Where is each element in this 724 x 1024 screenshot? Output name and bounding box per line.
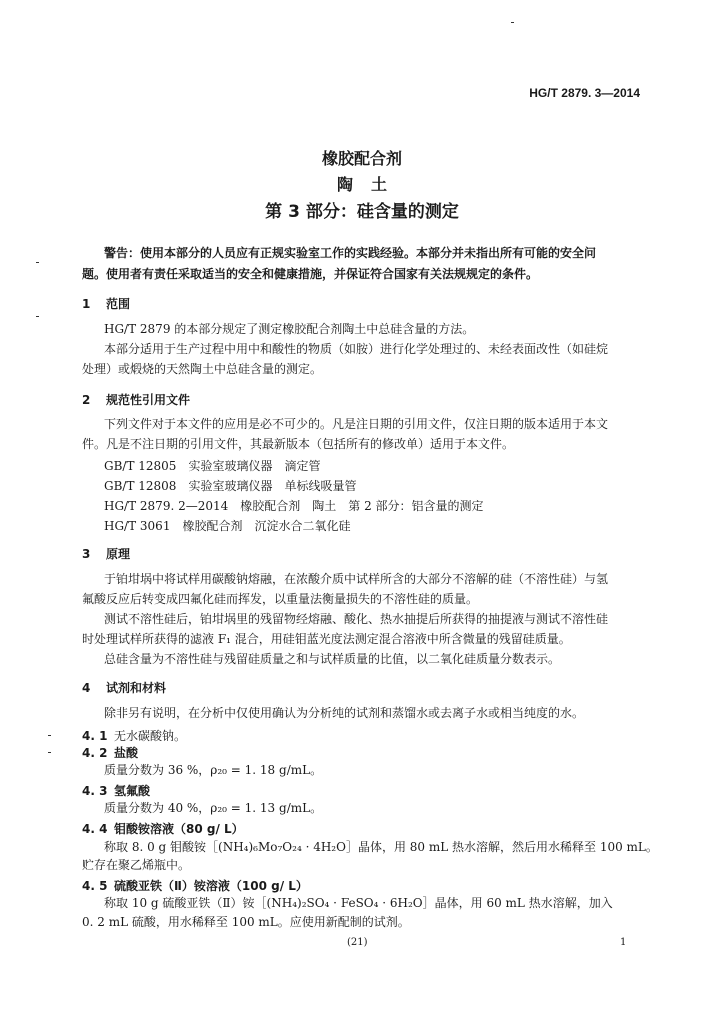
section-number: 4 xyxy=(82,681,91,695)
clause-body: 质量分数为 40 %，ρ₂₀ = 1. 13 g/mL。 xyxy=(104,801,323,815)
scan-speck xyxy=(48,735,51,736)
reference-item xyxy=(104,457,332,474)
reference-title: 实验室玻璃仪器 单标线吸量管 xyxy=(188,479,357,493)
clause-number: 4. 3 xyxy=(82,784,108,798)
section-1-heading xyxy=(82,295,130,312)
reference-title: 橡胶配合剂 陶土 第 2 部分：铝含量的测定 xyxy=(240,499,484,513)
scan-speck xyxy=(511,22,514,23)
reference-title: 橡胶配合剂 沉淀水合二氧化硅 xyxy=(182,519,351,533)
clause-4-4 xyxy=(82,820,244,837)
standard-number: HG/T 2879. 3—2014 xyxy=(529,86,640,100)
clause-number: 4. 4 xyxy=(82,822,108,836)
section-title: 试剂和材料 xyxy=(106,681,167,695)
warning-line-2: 题。使用者有责任采取适当的安全和健康措施，并保证符合国家有关法规规定的条件。 xyxy=(82,267,539,281)
title-line-2: 陶土 xyxy=(336,175,405,194)
clause-title: 氢氟酸 xyxy=(114,784,151,798)
clause-4-5 xyxy=(82,877,308,894)
title-line-3: 第 3 部分：硅含量的测定 xyxy=(265,202,459,222)
s1-paragraph: 本部分适用于生产过程中用中和酸性的物质（如胺）进行化学处理过的、未经表面改性（如硅烷 xyxy=(104,342,609,356)
s2-paragraph: 件。凡是不注日期的引用文件，其最新版本（包括所有的修改单）适用于本文件。 xyxy=(82,437,515,451)
reference-code: GB/T 12805 xyxy=(104,459,177,473)
s1-paragraph: 处理）或煅烧的天然陶土中总硅含量的测定。 xyxy=(82,362,323,376)
s3-paragraph: 时处理试样所获得的滤液 F₁ 混合，用硅钼蓝光度法测定混合溶液中所含微量的残留硅质量。 xyxy=(82,632,571,646)
clause-4-3 xyxy=(82,782,150,799)
section-title: 原理 xyxy=(106,547,131,561)
s3-paragraph: 于铂坩埚中将试样用碳酸钠熔融，在浓酸介质中试样所含的大部分不溶解的硅（不溶性硅）与氢 xyxy=(104,572,609,586)
reference-code: HG/T 2879. 2—2014 xyxy=(104,499,229,513)
section-2-heading xyxy=(82,391,190,408)
section-4-heading xyxy=(82,679,166,696)
scan-speck xyxy=(36,316,39,317)
clause-text: 无水碳酸钠。 xyxy=(114,729,187,743)
section-3-heading xyxy=(82,545,130,562)
section-number: 1 xyxy=(82,297,91,311)
clause-body: 0. 2 mL 硫酸，用水稀释至 100 mL。应使用新配制的试剂。 xyxy=(82,915,410,929)
s1-paragraph: HG/T 2879 的本部分规定了测定橡胶配合剂陶土中总硅含量的方法。 xyxy=(104,322,475,336)
clause-body: 称取 8. 0 g 钼酸铵［(NH₄)₆Mo₇O₂₄ · 4H₂O］晶体，用 80 mL 热水溶解，然后用水稀释至 100 mL。 xyxy=(104,840,658,854)
reference-item xyxy=(104,517,362,534)
clause-body: 贮存在聚乙烯瓶中。 xyxy=(82,858,191,872)
page-number-center: (21) xyxy=(347,937,368,948)
clause-body: 称取 10 g 硫酸亚铁（Ⅱ）铵［(NH₄)₂SO₄ · FeSO₄ · 6H₂O］晶体，用 60 mL 热水溶解，加入 xyxy=(104,896,613,910)
clause-4-2 xyxy=(82,744,138,761)
clause-number: 4. 1 xyxy=(82,729,108,743)
s3-paragraph: 测试不溶性硅后，铂坩埚里的残留物经熔融、酸化、热水抽提后所获得的抽提液与测试不溶性硅 xyxy=(104,612,609,626)
clause-title: 盐酸 xyxy=(114,746,139,760)
clause-number: 4. 5 xyxy=(82,879,108,893)
title-line-1: 橡胶配合剂 xyxy=(321,149,402,168)
reference-code: GB/T 12808 xyxy=(104,479,177,493)
section-title: 规范性引用文件 xyxy=(106,393,191,407)
clause-4-1 xyxy=(82,727,186,744)
section-title: 范围 xyxy=(106,297,131,311)
s3-paragraph: 氟酸反应后转变成四氟化硅而挥发，以重量法衡量损失的不溶性硅的质量。 xyxy=(82,592,479,606)
reference-code: HG/T 3061 xyxy=(104,519,171,533)
clause-body: 质量分数为 36 %，ρ₂₀ = 1. 18 g/mL。 xyxy=(104,763,323,777)
clause-number: 4. 2 xyxy=(82,746,108,760)
s3-paragraph: 总硅含量为不溶性硅与残留硅质量之和与试样质量的比值，以二氧化硅质量分数表示。 xyxy=(104,652,561,666)
s2-paragraph: 下列文件对于本文件的应用是必不可少的。凡是注日期的引用文件，仅注日期的版本适用于本文 xyxy=(104,417,609,431)
clause-title: 硫酸亚铁（Ⅱ）铵溶液（100 g/ L） xyxy=(114,879,308,893)
warning-line-1: 警告：使用本部分的人员应有正规实验室工作的实践经验。本部分并未指出所有可能的安全问 xyxy=(104,246,597,260)
scan-speck xyxy=(36,262,39,263)
clause-title: 钼酸铵溶液（80 g/ L） xyxy=(114,822,244,836)
section-number: 3 xyxy=(82,547,91,561)
reference-item xyxy=(104,497,496,514)
section-number: 2 xyxy=(82,393,91,407)
page-number-right: 1 xyxy=(620,937,627,948)
reference-title: 实验室玻璃仪器 滴定管 xyxy=(188,459,321,473)
reference-item xyxy=(104,477,368,494)
s4-paragraph: 除非另有说明，在分析中仅使用确认为分析纯的试剂和蒸馏水或去离子水或相当纯度的水。 xyxy=(104,706,585,720)
scan-speck xyxy=(48,752,51,753)
